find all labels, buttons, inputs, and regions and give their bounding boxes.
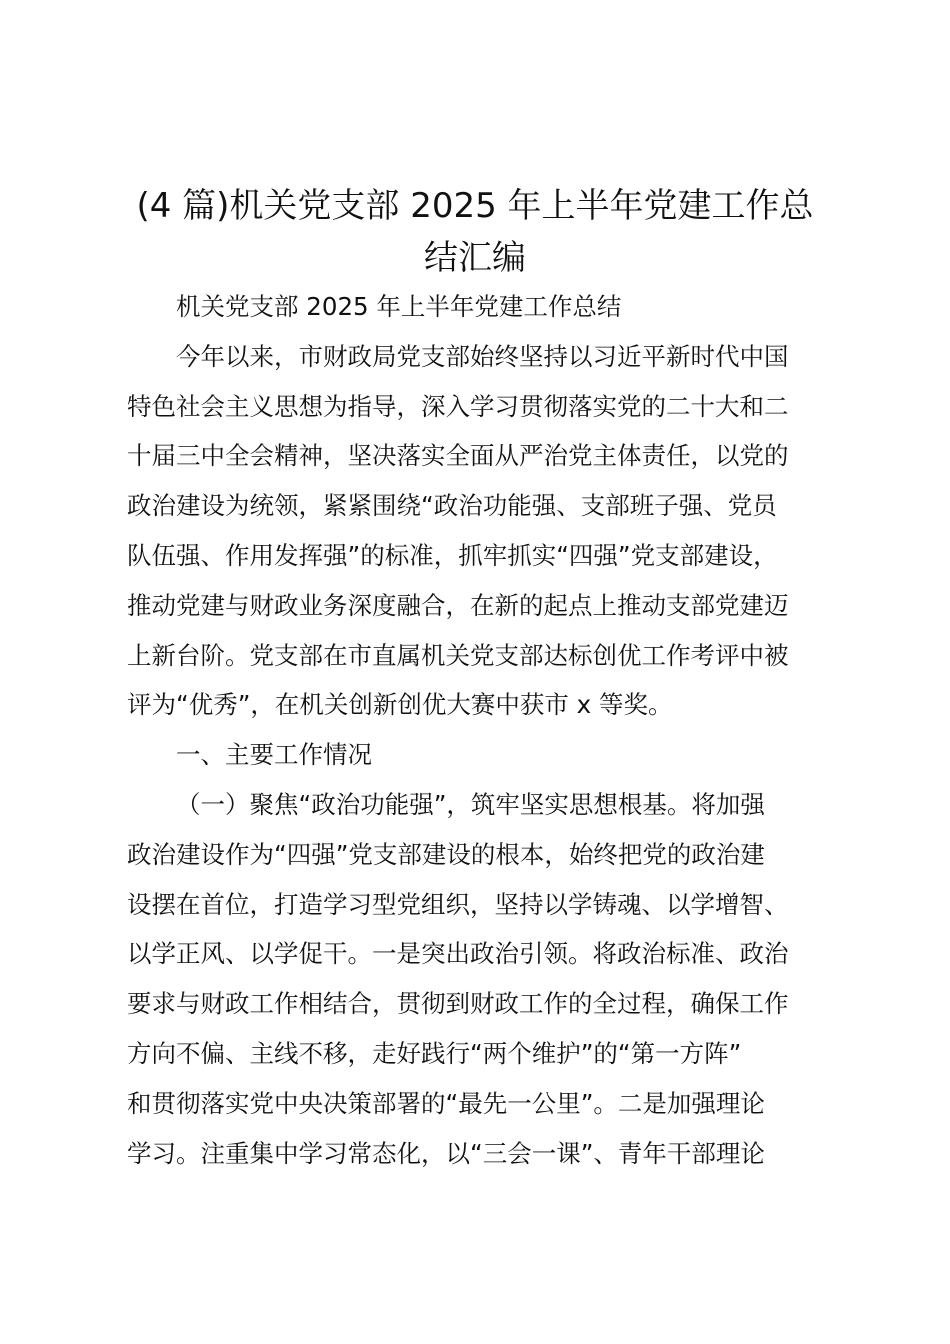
paragraph-2-line: 方向不偏、主线不移，走好践行“两个维护”的“第一方阵”	[127, 1038, 742, 1068]
document-title	[100, 180, 850, 284]
subtitle-text: 机关党支部 2025 年上半年党建工作总结	[176, 292, 622, 321]
title-line-1: (4 篇)机关党支部 2025 年上半年党建工作总	[136, 186, 814, 226]
section-heading	[127, 730, 832, 780]
paragraph-2-line: 设摆在首位，打造学习型党组织，坚持以学铸魂、以学增智、	[127, 889, 789, 919]
subtitle	[127, 282, 832, 332]
paragraph-1-line: 政治建设为统领，紧紧围绕“政治功能强、支部班子强、党员	[127, 491, 777, 521]
paragraph-1-line: 上新台阶。党支部在市直属机关党支部达标创优工作考评中被	[127, 640, 789, 670]
paragraph-1-line: 评为“优秀”，在机关创新创优大赛中获市 x 等奖。	[127, 690, 673, 720]
paragraph-1-line: 特色社会主义思想为指导，深入学习贯彻落实党的二十大和二	[127, 391, 789, 421]
paragraph-2-line: 学习。注重集中学习常态化，以“三会一课”、青年干部理论	[127, 1138, 765, 1168]
paragraph-2-line: 和贯彻落实党中央决策部署的“最先一公里”。二是加强理论	[127, 1088, 765, 1118]
paragraph-1	[127, 332, 832, 730]
paragraph-1-line: 队伍强、作用发挥强”的标准，抓牢抓实“四强”党支部建设，	[127, 540, 778, 570]
paragraph-2-line: 要求与财政工作相结合，贯彻到财政工作的全过程，确保工作	[127, 989, 789, 1019]
paragraph-1-line: 今年以来，市财政局党支部始终坚持以习近平新时代中国	[176, 341, 789, 371]
title-line-2: 结汇编	[424, 238, 526, 278]
paragraph-1-line: 推动党建与财政业务深度融合，在新的起点上推动支部党建迈	[127, 590, 789, 620]
paragraph-2-line: 政治建设作为“四强”党支部建设的根本，始终把党的政治建	[127, 839, 765, 869]
paragraph-1-line: 十届三中全会精神，坚决落实全面从严治党主体责任，以党的	[127, 441, 789, 471]
paragraph-2-line: （一）聚焦“政治功能强”，筑牢坚实思想根基。将加强	[176, 789, 765, 819]
paragraph-2	[127, 780, 832, 1178]
section-heading-text: 一、主要工作情况	[176, 740, 372, 770]
document-body	[127, 282, 832, 1178]
paragraph-2-line: 以学正风、以学促干。一是突出政治引领。将政治标准、政治	[127, 939, 789, 969]
